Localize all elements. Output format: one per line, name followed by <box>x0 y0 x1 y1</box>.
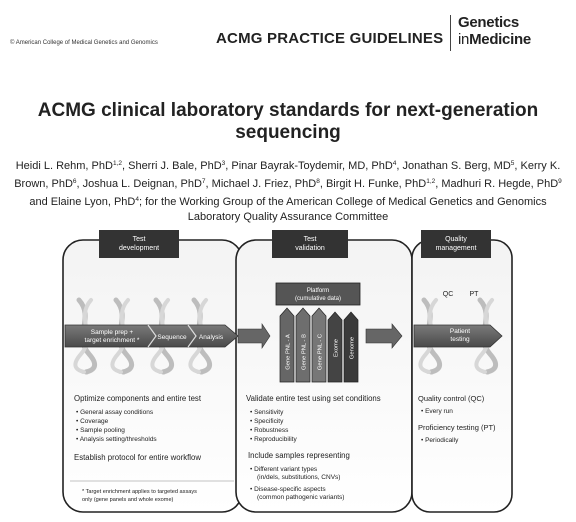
platform-column-label: Exome <box>333 338 340 358</box>
section-heading: ACMG PRACTICE GUIDELINES <box>216 30 444 47</box>
article-title-line2: sequencing <box>235 122 341 143</box>
test-validation-bullet2-detail: (in/dels, substitutions, CNVs) <box>257 474 341 481</box>
tab-test-development <box>99 230 179 258</box>
patient-testing-label: Patient <box>449 328 471 335</box>
author-name: Birgit H. Funke, PhD <box>325 178 427 190</box>
pt-bullet: • Periodically <box>421 437 459 444</box>
test-development-closing: Establish protocol for entire workflow <box>74 453 201 462</box>
article-title-line1: ACMG clinical laboratory standards for next-generation <box>37 100 539 121</box>
platform-column-label: Gene PNL - C <box>317 333 324 371</box>
step-sample-prep: target enrichment * <box>84 337 140 344</box>
tab-quality-management-label: Quality <box>445 236 467 243</box>
test-validation-bullet: • Specificity <box>250 418 284 425</box>
author-name: Jonathan S. Berg, MD <box>402 160 511 172</box>
platform-label: (cumulative data) <box>294 296 342 302</box>
test-validation-heading2: Include samples representing <box>248 451 350 460</box>
author-affiliation: 6 <box>72 178 77 185</box>
footnote-text: only (gene panels and whole exome) <box>82 497 174 503</box>
panel-quality-management <box>412 240 512 512</box>
test-validation-bullet: • Reproducibility <box>250 436 297 443</box>
step-analysis: Analysis <box>198 334 224 341</box>
test-development-bullet: • Coverage <box>76 418 109 425</box>
author-affiliation: 1,2 <box>426 178 436 185</box>
author-affiliation: 3 <box>221 160 226 167</box>
author-affiliation: 4 <box>392 160 397 167</box>
journal-logo-main: Medicine <box>469 31 531 48</box>
tab-quality-management-label: management <box>435 245 477 252</box>
author-name: Kerry K. Brown, PhD <box>14 160 561 190</box>
author-affiliation: 1,2 <box>112 160 122 167</box>
author-name: Joshua L. Deignan, PhD <box>82 178 202 190</box>
test-validation-heading: Validate entire test using set conditions <box>246 394 381 403</box>
pt-label: PT <box>469 291 479 298</box>
pt-heading: Proficiency testing (PT) <box>418 423 496 432</box>
platform-column-label: Genome <box>349 336 356 360</box>
patient-testing-label: testing <box>450 336 470 343</box>
test-development-heading: Optimize components and entire test <box>74 394 201 403</box>
author-affiliation: 9 <box>558 178 562 185</box>
panel-test-development <box>63 240 242 512</box>
platform-column-label: Gene PNL - B <box>301 334 308 370</box>
tab-test-validation-label: validation <box>295 245 325 252</box>
author-affiliation: 8 <box>316 178 320 185</box>
platform-column-label: Gene PNL - A <box>285 334 292 370</box>
test-development-bullet: • General assay conditions <box>76 409 154 416</box>
author-name: Madhuri R. Hegde, PhD <box>441 178 559 190</box>
journal-logo-prefix: in <box>458 31 470 48</box>
test-validation-bullet2: • Disease-specific aspects <box>250 486 326 493</box>
test-development-bullet: • Analysis setting/thresholds <box>76 436 157 443</box>
author-name: Elaine Lyon, PhD <box>50 196 136 208</box>
author-name: Pinar Bayrak-Toydemir, MD, PhD <box>231 160 393 172</box>
test-development-bullet: • Sample pooling <box>76 427 125 434</box>
qc-heading: Quality control (QC) <box>418 394 485 403</box>
author-list: Heidi L. Rehm, PhD$^{1,2}$, Sherri J. Bale, PhD$^3$, Pinar Bayrak-Toydemir, MD, PhD$^4$, Jonathan S. Berg, $MD^5$, Kerry K. Brown, PhD$^6$, Joshua L. Deignan, PhD$^7$, Michael J. Friez, PhD$^8$, Birgit H. Funke, PhD$^{1,2}$, Madhuri R. Hegde, PhD$^9$ and Elaine Lyon, PhD$^4$; for the Working Group of the American College of Medical Genetics and Genomics Laboratory Quality Assurance Committee <box>14 160 562 223</box>
author-group: for the Working Group of the American College of Medical Genetics and Genomics Laboratory Quality Assurance Committee <box>145 196 547 223</box>
test-validation-bullet2: • Different variant types <box>250 466 318 473</box>
tab-quality-management <box>421 230 491 258</box>
platform-label: Platform <box>306 288 330 294</box>
qc-bullet: • Every run <box>421 408 453 415</box>
test-validation-bullet2-detail: (common pathogenic variants) <box>257 494 345 501</box>
author-affiliation: 4 <box>135 196 139 203</box>
author-affiliation: 5 <box>510 160 515 167</box>
tab-test-validation-label: Test <box>303 236 317 243</box>
tab-test-development-label: development <box>118 245 160 252</box>
tab-test-validation <box>272 230 348 258</box>
qc-label: QC <box>442 291 454 298</box>
author-affiliation: 7 <box>201 178 206 185</box>
author-name: Sherri J. Bale, PhD <box>128 160 222 172</box>
step-sequence: Sequence <box>157 334 187 341</box>
journal-logo-line1: Genetics <box>458 14 519 31</box>
test-validation-bullet: • Robustness <box>250 427 289 434</box>
tab-test-development-label: Test <box>132 236 146 243</box>
test-validation-bullet: • Sensitivity <box>250 409 284 416</box>
footnote-text: * Target enrichment applies to targeted assays <box>82 489 197 495</box>
step-sample-prep: Sample prep + <box>90 329 134 336</box>
copyright-notice: © American College of Medical Genetics and Genomics <box>10 40 158 46</box>
author-name: Heidi L. Rehm, PhD <box>15 160 113 172</box>
author-name: Michael J. Friez, PhD <box>211 178 317 190</box>
